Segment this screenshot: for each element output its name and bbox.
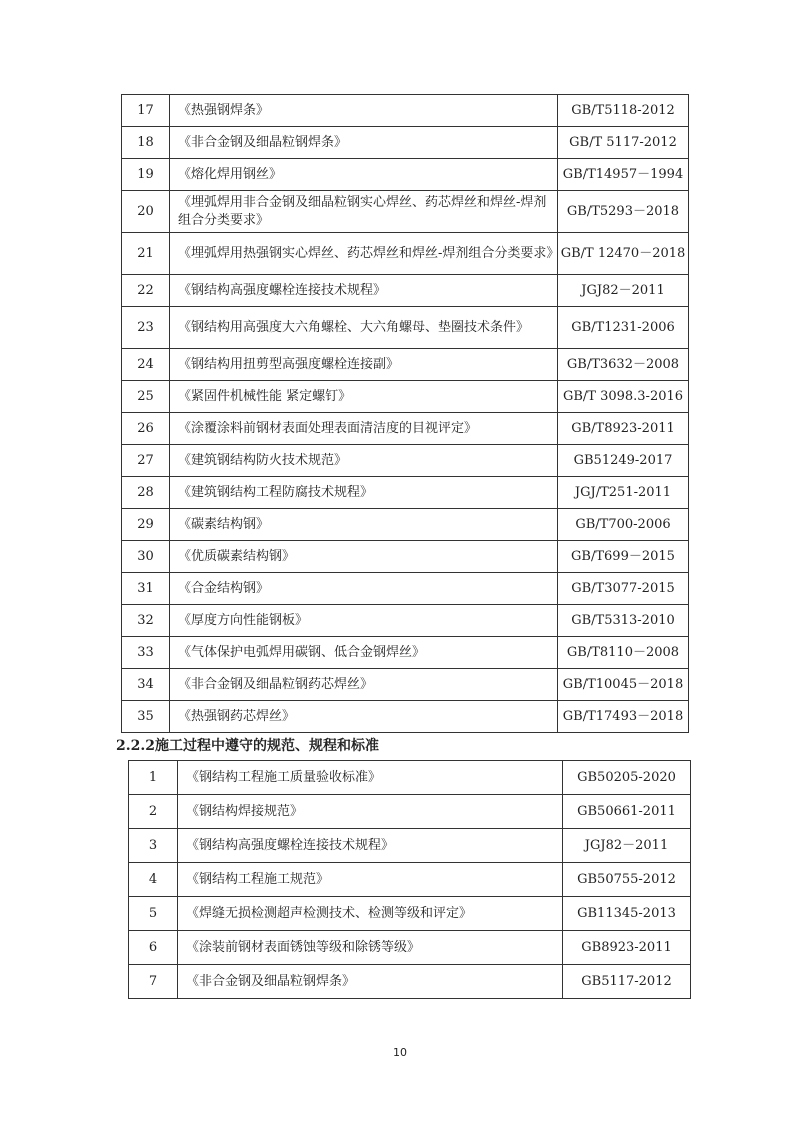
standard-name: 《钢结构高强度螺栓连接技术规程》: [178, 829, 563, 863]
standard-name: 《钢结构用扭剪型高强度螺栓连接副》: [170, 349, 558, 381]
standard-name: 《钢结构工程施工质量验收标准》: [178, 761, 563, 795]
table-row: [122, 413, 689, 445]
row-number: 21: [122, 233, 170, 275]
standard-name: 《碳素结构钢》: [170, 509, 558, 541]
row-number: 4: [129, 863, 178, 897]
standard-name: 《热强钢药芯焊丝》: [170, 701, 558, 733]
table-row: [122, 701, 689, 733]
table-row: [122, 637, 689, 669]
standard-code: GB50755-2012: [563, 863, 691, 897]
table-row: [129, 863, 691, 897]
row-number: 28: [122, 477, 170, 509]
standard-name: 《焊缝无损检测超声检测技术、检测等级和评定》: [178, 897, 563, 931]
standard-code: GB/T 3098.3-2016: [558, 381, 689, 413]
standard-code: GB/T1231-2006: [558, 307, 689, 349]
standards-table-continued: [121, 94, 689, 733]
row-number: 34: [122, 669, 170, 701]
row-number: 20: [122, 191, 170, 233]
row-number: 1: [129, 761, 178, 795]
standard-name: 《熔化焊用钢丝》: [170, 159, 558, 191]
standard-code: GB/T 5117-2012: [558, 127, 689, 159]
row-number: 31: [122, 573, 170, 605]
row-number: 19: [122, 159, 170, 191]
standard-code: GB/T 12470－2018: [558, 233, 689, 275]
row-number: 25: [122, 381, 170, 413]
standard-name: 《非合金钢及细晶粒钢焊条》: [178, 965, 563, 999]
table-row: [122, 95, 689, 127]
standard-code: GB/T10045－2018: [558, 669, 689, 701]
table-row: [122, 381, 689, 413]
standard-code: JGJ/T251-2011: [558, 477, 689, 509]
standard-code: GB11345-2013: [563, 897, 691, 931]
standard-name: 《涂覆涂料前钢材表面处理表面清洁度的目视评定》: [170, 413, 558, 445]
table-row: [122, 349, 689, 381]
section-heading: 2.2.2施工过程中遵守的规范、规程和标准: [116, 738, 379, 754]
table-row: [129, 761, 691, 795]
table-row: [129, 965, 691, 999]
standard-name: 《建筑钢结构防火技术规范》: [170, 445, 558, 477]
table-row: [122, 605, 689, 637]
row-number: 24: [122, 349, 170, 381]
table-row: [129, 795, 691, 829]
standard-code: GB5117-2012: [563, 965, 691, 999]
standard-name: 《优质碳素结构钢》: [170, 541, 558, 573]
standard-code: GB/T3077-2015: [558, 573, 689, 605]
page-number: 10: [393, 1046, 407, 1059]
standard-code: JGJ82－2011: [563, 829, 691, 863]
row-number: 35: [122, 701, 170, 733]
row-number: 6: [129, 931, 178, 965]
row-number: 30: [122, 541, 170, 573]
row-number: 32: [122, 605, 170, 637]
table-row: [122, 445, 689, 477]
standard-name: 《钢结构工程施工规范》: [178, 863, 563, 897]
table-row: [122, 275, 689, 307]
standard-name: 《涂装前钢材表面锈蚀等级和除锈等级》: [178, 931, 563, 965]
standard-name: 《建筑钢结构工程防腐技术规程》: [170, 477, 558, 509]
row-number: 17: [122, 95, 170, 127]
table-row: [122, 477, 689, 509]
table-row: [122, 159, 689, 191]
standard-code: GB/T8923-2011: [558, 413, 689, 445]
row-number: 7: [129, 965, 178, 999]
table-row: [122, 669, 689, 701]
standard-code: GB50661-2011: [563, 795, 691, 829]
standard-name: 《合金结构钢》: [170, 573, 558, 605]
standard-code: GB50205-2020: [563, 761, 691, 795]
standard-name: 《钢结构用高强度大六角螺栓、大六角螺母、垫圈技术条件》: [170, 307, 558, 349]
row-number: 18: [122, 127, 170, 159]
row-number: 23: [122, 307, 170, 349]
standard-code: GB51249-2017: [558, 445, 689, 477]
row-number: 5: [129, 897, 178, 931]
standard-name: 《埋弧焊用热强钢实心焊丝、药芯焊丝和焊丝-焊剂组合分类要求》: [170, 233, 558, 275]
table-row: [122, 509, 689, 541]
construction-standards-table: [128, 760, 691, 999]
table-row: [129, 829, 691, 863]
table-row: [122, 233, 689, 275]
standard-code: GB8923-2011: [563, 931, 691, 965]
standard-name: 《热强钢焊条》: [170, 95, 558, 127]
standard-name: 《钢结构高强度螺栓连接技术规程》: [170, 275, 558, 307]
standard-code: GB/T5313-2010: [558, 605, 689, 637]
standard-name: 《紧固件机械性能 紧定螺钉》: [170, 381, 558, 413]
standard-name: 《钢结构焊接规范》: [178, 795, 563, 829]
table-row: [122, 127, 689, 159]
table-row: [122, 307, 689, 349]
row-number: 29: [122, 509, 170, 541]
row-number: 26: [122, 413, 170, 445]
table-row: [122, 541, 689, 573]
standard-name: 《气体保护电弧焊用碳钢、低合金钢焊丝》: [170, 637, 558, 669]
row-number: 27: [122, 445, 170, 477]
table-row: [122, 573, 689, 605]
standard-code: GB/T8110－2008: [558, 637, 689, 669]
standard-code: GB/T14957－1994: [558, 159, 689, 191]
standard-code: GB/T5293－2018: [558, 191, 689, 233]
standard-name: 《厚度方向性能钢板》: [170, 605, 558, 637]
standard-name: 《非合金钢及细晶粒钢药芯焊丝》: [170, 669, 558, 701]
row-number: 22: [122, 275, 170, 307]
standard-code: GB/T699－2015: [558, 541, 689, 573]
table-row: [129, 897, 691, 931]
standard-code: GB/T17493－2018: [558, 701, 689, 733]
standard-code: GB/T3632－2008: [558, 349, 689, 381]
standard-name: 《埋弧焊用非合金钢及细晶粒钢实心焊丝、药芯焊丝和焊丝-焊剂组合分类要求》: [170, 191, 558, 233]
standard-code: JGJ82－2011: [558, 275, 689, 307]
standard-code: GB/T5118-2012: [558, 95, 689, 127]
row-number: 2: [129, 795, 178, 829]
table-row: [129, 931, 691, 965]
standard-code: GB/T700-2006: [558, 509, 689, 541]
row-number: 3: [129, 829, 178, 863]
table-row: [122, 191, 689, 233]
row-number: 33: [122, 637, 170, 669]
standard-name: 《非合金钢及细晶粒钢焊条》: [170, 127, 558, 159]
